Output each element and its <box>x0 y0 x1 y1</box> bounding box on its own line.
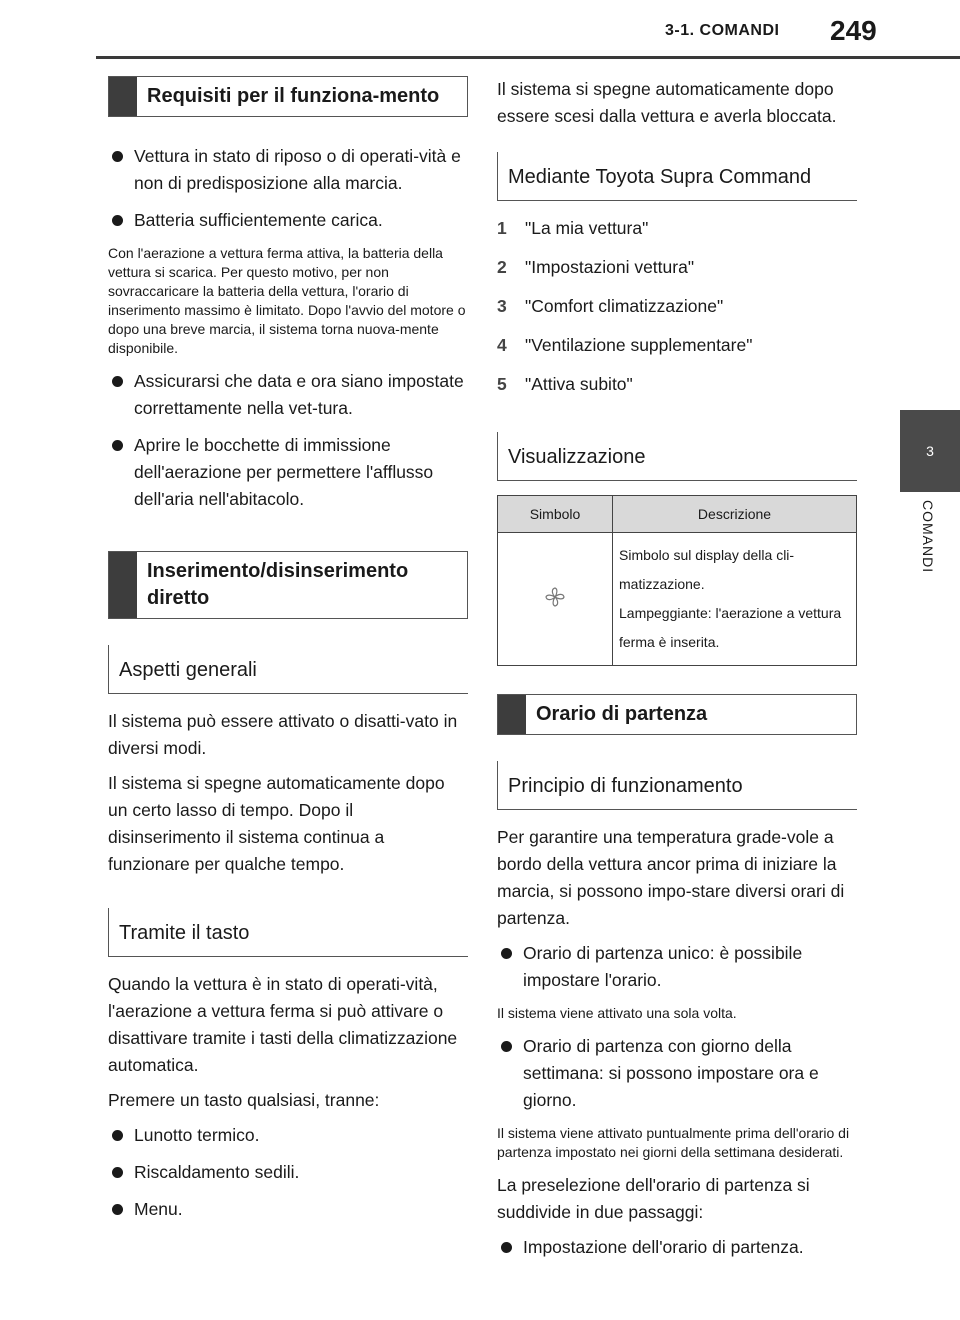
chapter-label-text: COMANDI <box>920 500 936 574</box>
heading-text: Orario di partenza <box>536 703 708 725</box>
left-column <box>108 76 468 1233</box>
paragraph: Quando la vettura è in stato di operati-vità, l'aerazione a vettura ferma si può attivare o disattivare tramite i tasti della climatizzazione automatica. <box>108 974 458 1075</box>
fan-icon <box>498 533 613 666</box>
list-item: Orario di partenza unico: è possibile impostare l'orario. <box>497 940 857 994</box>
step-number: 5 <box>497 374 507 394</box>
list-item: Menu. <box>108 1196 468 1223</box>
page-number: 249 <box>830 15 877 46</box>
table-cell-description <box>613 533 857 666</box>
list-item: Impostazione dell'orario di partenza. <box>497 1234 857 1261</box>
paragraph: Il sistema si spegne automaticamente dopo un certo lasso di tempo. Dopo il disinserimento il sistema continua a funzionare per qualche tempo. <box>108 773 445 874</box>
step-item <box>497 215 857 242</box>
step-text: "La mia vettura" <box>525 218 649 238</box>
step-number: 1 <box>497 218 507 238</box>
right-column <box>497 76 857 1271</box>
subheading-visualizzazione: Visualizzazione <box>497 432 857 481</box>
step-text: "Ventilazione supplementare" <box>525 335 753 355</box>
step-text: "Comfort climatizzazione" <box>525 296 724 316</box>
subheading-supra-command: Mediante Toyota Supra Command <box>497 152 857 201</box>
symbol-table <box>497 495 857 666</box>
list-item: Batteria sufficientemente carica. <box>108 207 468 234</box>
header-divider <box>96 56 960 59</box>
note-text: Con l'aerazione a vettura ferma attiva, la batteria della vettura si scarica. Per questo motivo, per non sovraccaricare la batteria della vettura, l'orario di inserimento massimo è limitato. Dopo l'avvio del motore o dopo una breve marcia, il sistema torna nuova-mente disponibile. <box>108 245 466 356</box>
section-heading-orario <box>497 694 857 735</box>
list-item: Assicurarsi che data e ora siano impostate correttamente nella vet-tura. <box>108 368 468 422</box>
description-line: Lampeggiante: l'aerazione a vettura ferma è inserita. <box>619 605 842 650</box>
paragraph: Per garantire una temperatura grade-vole a bordo della vettura ancor prima di iniziare la marcia, si possono impo-stare diversi orari di partenza. <box>497 827 845 928</box>
list-item: Lunotto termico. <box>108 1122 468 1149</box>
step-number: 2 <box>497 257 507 277</box>
step-item <box>497 332 857 359</box>
paragraph: Il sistema si spegne automaticamente dopo essere scesi dalla vettura e averla bloccata. <box>497 79 837 126</box>
paragraph: La preselezione dell'orario di partenza si suddivide in due passaggi: <box>497 1175 810 1222</box>
chapter-tab: 3 <box>900 410 960 492</box>
heading-text: Inserimento/disinserimento diretto <box>147 560 409 609</box>
chapter-label <box>912 500 942 610</box>
heading-bar <box>109 77 137 116</box>
step-item <box>497 371 857 398</box>
section-heading-inserimento <box>108 551 468 619</box>
step-text: "Impostazioni vettura" <box>525 257 695 277</box>
table-header-description: Descrizione <box>613 496 857 533</box>
note-text: Il sistema viene attivato puntualmente prima dell'orario di partenza impostato nei giorni della settimana desiderati. <box>497 1125 850 1160</box>
step-item <box>497 293 857 320</box>
step-item <box>497 254 857 281</box>
list-item: Riscaldamento sedili. <box>108 1159 468 1186</box>
table-header-row <box>498 496 857 533</box>
subheading-aspetti: Aspetti generali <box>108 645 468 694</box>
table-header-symbol: Simbolo <box>498 496 613 533</box>
fan-icon-graphic <box>544 586 566 608</box>
subheading-tasto: Tramite il tasto <box>108 908 468 957</box>
table-row <box>498 533 857 666</box>
subheading-principio: Principio di funzionamento <box>497 761 857 810</box>
heading-bar <box>498 695 526 734</box>
list-item: Vettura in stato di riposo o di operati-vità e non di predisposizione alla marcia. <box>108 143 468 197</box>
step-number: 4 <box>497 335 507 355</box>
list-item: Orario di partenza con giorno della settimana: si possono impostare ora e giorno. <box>497 1033 857 1114</box>
paragraph: Il sistema può essere attivato o disatti-vato in diversi modi. <box>108 711 458 758</box>
heading-text: Requisiti per il funziona-mento <box>147 85 440 107</box>
list-item: Aprire le bocchette di immissione dell'aerazione per permettere l'afflusso dell'aria nell'abitacolo. <box>108 432 468 513</box>
step-number: 3 <box>497 296 507 316</box>
note-text: Il sistema viene attivato una sola volta. <box>497 1005 737 1021</box>
description-line: Simbolo sul display della cli-matizzazione. <box>619 547 795 592</box>
section-title: 3-1. COMANDI <box>665 22 780 39</box>
heading-bar <box>109 552 137 618</box>
section-heading-requisiti <box>108 76 468 117</box>
paragraph: Premere un tasto qualsiasi, tranne: <box>108 1090 380 1110</box>
step-text: "Attiva subito" <box>525 374 633 394</box>
